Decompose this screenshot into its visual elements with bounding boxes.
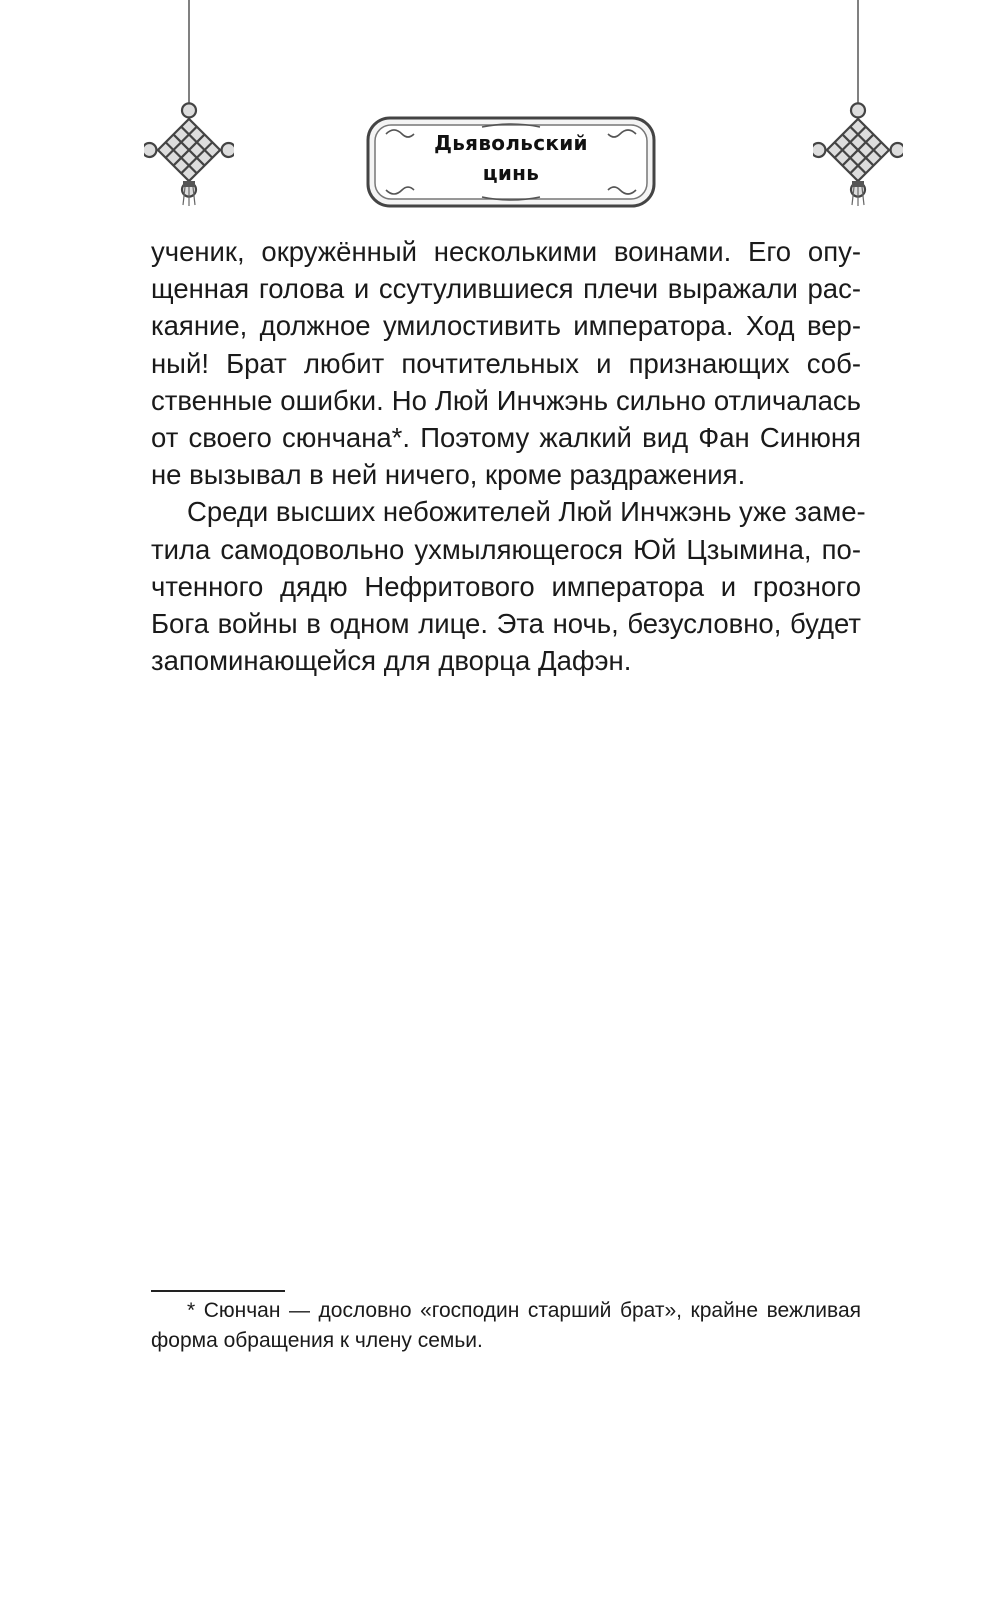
text-line: ственные ошибки. Но Люй Инчжэнь сильно отличалась <box>151 384 861 416</box>
footnote-line: * Сюнчан — дословно «господин старший брат», крайне вежливая <box>187 1299 861 1322</box>
body-text <box>151 233 866 679</box>
footnote-line: форма обращения к члену семьи. <box>151 1329 483 1352</box>
header-title-line1: Дьявольский <box>434 131 588 155</box>
footnote <box>151 1296 861 1356</box>
running-header-title <box>362 128 660 188</box>
text-line: каяние, должное умилостивить императора. Ход вер- <box>151 310 861 342</box>
text-line: запоминающейся для дворца Дафэн. <box>151 645 632 677</box>
text-line: ный! Брат любит почтительных и признающих соб- <box>151 347 861 379</box>
text-line: Среди высших небожителей Люй Инчжэнь уже заме- <box>187 496 866 528</box>
text-line: чтенного дядю Нефритового императора и грозного <box>151 570 861 602</box>
text-line: Бога войны в одном лице. Эта ночь, безусловно, будет <box>151 608 861 640</box>
text-line: ученик, окружённый несколькими воинами. Его опу- <box>151 236 861 267</box>
text-line: щенная голова и ссутулившиеся плечи выражали рас- <box>151 273 861 305</box>
chinese-knot-ornament-right-icon <box>813 0 903 215</box>
chinese-knot-ornament-left-icon <box>144 0 234 215</box>
header-title-line2: цинь <box>482 161 540 185</box>
text-line: не вызывал в ней ничего, кроме раздражения. <box>151 459 746 491</box>
text-line: тила самодовольно ухмыляющегося Юй Цзымина, по- <box>151 533 861 565</box>
text-line: от своего сюнчана*. Поэтому жалкий вид Фан Синюня <box>151 422 861 454</box>
footnote-divider <box>151 1290 285 1292</box>
